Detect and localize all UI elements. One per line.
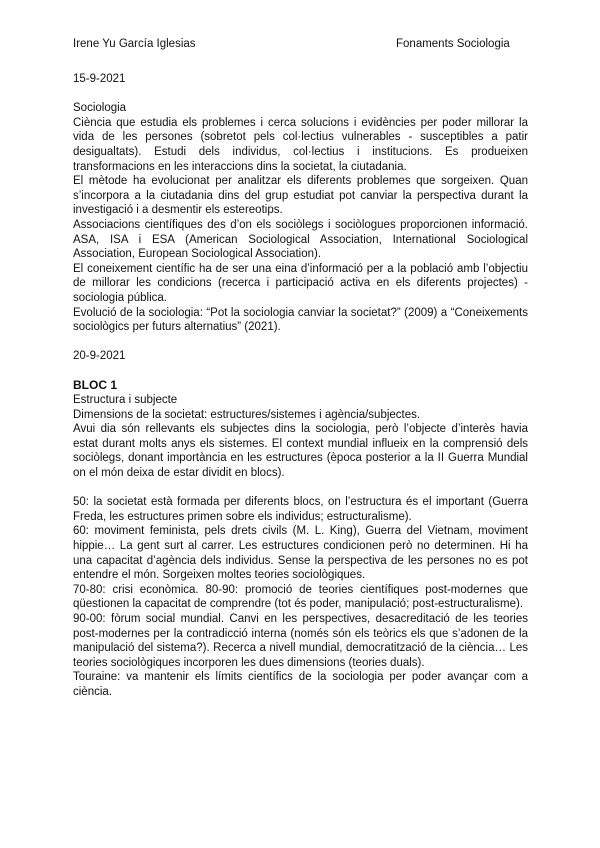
blank-line [73,364,528,379]
blank-line [73,87,528,102]
page-header [73,36,528,52]
decade-paragraph: 90-00: fòrum social mundial. Canvi en les perspectives, desacreditació de les teories post-modernes per la contradicció interna (només són els teòrics els que s’adonen de la manipulació del sistema?). Recerca a nivell mundial, democratització de la ciència… Les teories sociològiques incorporen les dues dimensions (teories duals). [73,612,528,669]
paragraph: Evolució de la sociologia: “Pot la sociologia canviar la societat?” (2009) a “Coneixements sociològics per futurs alternatius” (2021). [73,306,528,334]
paragraph: El coneixement científic ha de ser una eina d’informació per a la població amb l’objectiu de millorar les condicions (recerca i participació activa en els diferents projectes) - sociologia pública. [73,262,528,304]
section-title: Sociologia [73,102,127,115]
author-name: Irene Yu García Iglesias [73,38,196,50]
document-body [73,72,528,700]
paragraph: Dimensions de la societat: estructures/sistemes i agència/subjectes. [73,408,421,421]
decade-paragraph: 50: la societat està formada per diferents blocs, on l’estructura és el important (Guerra Freda, les estructures primen sobre els individus; estructuralisme). [73,496,528,523]
decade-paragraph: 70-80: crisi econòmica. 80-90: promoció de teories científiques post-modernes que qüestionen la capacitat de comprendre (tot és poder, manipulació; post-estructuralisme). [73,583,528,611]
session-date: 20-9-2021 [73,350,126,363]
paragraph: Associacions científiques des d’on els sociòlegs i sociòlogues proporcionen informació. ASA, ISA i ESA (American Sociological Association, International Sociological Association, European Sociological Association). [73,218,528,261]
session-date: 15-9-2021 [73,73,126,85]
bloc-heading: BLOC 1 [73,378,118,393]
blank-line [73,481,528,496]
course-name: Fonaments Sociologia [396,38,510,50]
section-subtitle: Estructura i subjecte [73,394,178,407]
paragraph: Avui dia són rellevants els subjectes dins la sociologia, però l’objecte d’interès havia estat durant molts anys els sistemes. El context mundial influeix en la comprensió dels sociòlegs, donant importància en les estructures (època posterior a la II Guerra Mundial on el món deixa de estar dividit en blocs). [73,423,528,480]
decade-paragraph: Touraine: va mantenir els límits científics de la sociologia per poder avançar com a ciència. [73,671,528,698]
paragraph: Ciència que estudia els problemes i cerca solucions i evidències per poder millorar la vida de les persones (sobretot pels col·lectius vulnerables - susceptibles a patir desigualtats). Estudi dels individus, col·lectius i institucions. Es produeixen transformacions en les interaccions dins la societat, la ciutadania. [73,116,528,173]
paragraph: El mètode ha evolucionat per analitzar els diferents problemes que sorgeixen. Quan s’incorpora a la ciutadania dins del grup estudiat pot canviar la perspectiva durant la investigació i a desmentir els estereotips. [73,175,528,217]
blank-line [73,335,528,350]
decade-paragraph: 60: moviment feminista, pels drets civils (M. L. King), Guerra del Vietnam, moviment hippie… La gent surt al carrer. Les estructures condicionen però no determinen. Hi ha una capacitat d’agència dels individus. Sense la perspectiva de les persones no es pot entendre el món. Sorgeixen moltes teories sociològiques. [73,525,528,582]
